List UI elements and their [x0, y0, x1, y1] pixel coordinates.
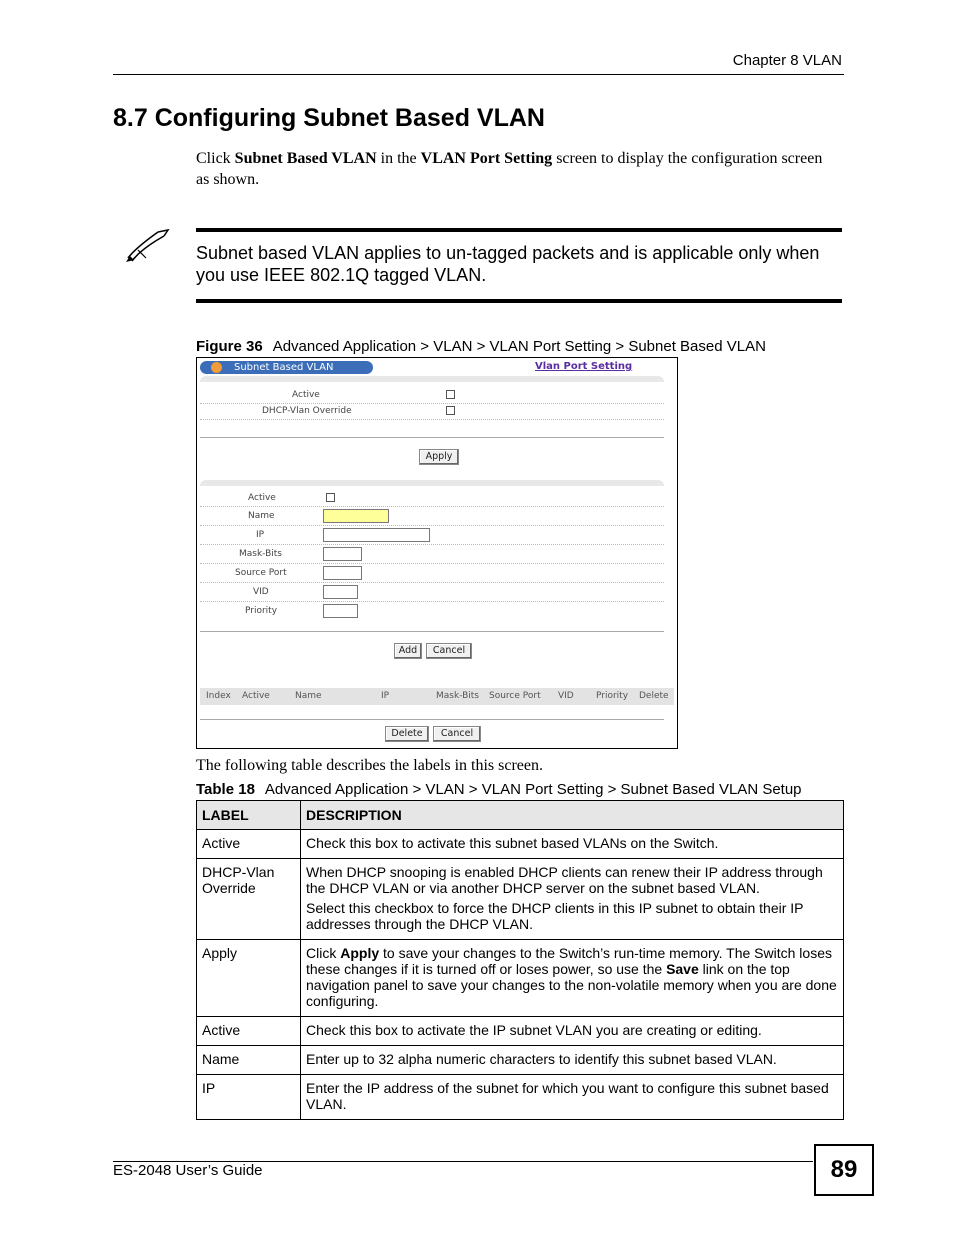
- mask-bits-label: Mask-Bits: [239, 549, 283, 559]
- label-description-table: [196, 800, 844, 1120]
- screen-tab: [200, 361, 373, 374]
- vlan-list-header: [200, 688, 674, 705]
- desc-text: to save your changes to the Switch’s run-time memory. The Switch loses these changes if it is turned off or loses power, so use the: [306, 945, 832, 977]
- table-row: [197, 940, 844, 1017]
- ip-label: IP: [256, 530, 265, 540]
- vlan-port-setting-link[interactable]: Vlan Port Setting: [535, 361, 633, 372]
- row-source-port: [200, 564, 664, 583]
- row-description: Check this box to activate the IP subnet VLAN you are creating or editing.: [301, 1017, 844, 1046]
- subnet-form-panel: [200, 480, 664, 626]
- table-caption: [196, 781, 802, 798]
- table-caption-text: Advanced Application > VLAN > VLAN Port Setting > Subnet Based VLAN Setup: [264, 781, 802, 798]
- row-description: Check this box to activate this subnet based VLANs on the Switch.: [301, 830, 844, 859]
- table-row: [197, 859, 844, 940]
- intro-bold-subnet: Subnet Based VLAN: [234, 150, 377, 167]
- col-name: Name: [295, 691, 322, 701]
- mask-bits-input[interactable]: [323, 547, 362, 561]
- subnet-vlan-screen: [196, 357, 678, 749]
- col-active: Active: [242, 691, 270, 701]
- row-mask-bits: [200, 545, 664, 564]
- row-label: Name: [197, 1046, 301, 1075]
- description-paragraph: Select this checkbox to force the DHCP clients in this IP subnet to obtain their IP addresses through the DHCP VLAN.: [306, 900, 804, 932]
- row-label: IP: [197, 1075, 301, 1120]
- panel-header: [200, 376, 664, 382]
- col-priority: Priority: [596, 691, 629, 701]
- table-row: [197, 1017, 844, 1046]
- name-label: Name: [248, 511, 275, 521]
- table-row: [197, 1046, 844, 1075]
- col-mask-bits: Mask-Bits: [436, 691, 480, 701]
- header-label: LABEL: [197, 801, 301, 830]
- row-name: [200, 507, 664, 526]
- desc-bold-apply: Apply: [340, 945, 380, 961]
- row-description: Enter up to 32 alpha numeric characters to identify this subnet based VLAN.: [301, 1046, 844, 1075]
- row-label: Active: [197, 830, 301, 859]
- priority-label: Priority: [245, 606, 278, 616]
- pencil-note-icon: [124, 228, 174, 264]
- row-vid: [200, 583, 664, 602]
- row-dhcp-override: [200, 404, 664, 420]
- note-bottom-bar: [196, 299, 842, 303]
- panel-header: [200, 480, 664, 486]
- desc-text: Click: [306, 945, 341, 961]
- tab-title: Subnet Based VLAN: [234, 362, 334, 373]
- divider: [200, 719, 664, 720]
- active-label: Active: [292, 390, 320, 400]
- apply-button[interactable]: Apply: [419, 449, 459, 465]
- table-header-row: [197, 801, 844, 830]
- row-priority: [200, 602, 664, 620]
- delete-button[interactable]: Delete: [385, 726, 429, 742]
- intro-text: in the: [376, 150, 421, 167]
- figure-caption: [196, 338, 766, 355]
- row-label: DHCP-Vlan Override: [197, 859, 301, 940]
- col-delete: Delete: [639, 691, 669, 701]
- table-row: [197, 1075, 844, 1120]
- form-active-label: Active: [248, 493, 276, 503]
- table-label: Table 18: [196, 781, 255, 798]
- divider: [200, 437, 664, 438]
- tab-bullet-icon: [211, 362, 222, 373]
- form-active-checkbox[interactable]: [326, 493, 335, 502]
- row-label: Apply: [197, 940, 301, 1017]
- intro-text: Click: [196, 150, 235, 167]
- row-active: [200, 388, 664, 404]
- ip-input[interactable]: [323, 528, 430, 542]
- desc-bold-save: Save: [666, 961, 699, 977]
- source-port-input[interactable]: [323, 566, 362, 580]
- desc-text: link on the top navigation panel to save your changes to the non-volatile memory when you are done configuring.: [306, 961, 837, 1009]
- intro-text: screen to display the configuration screen as shown.: [196, 150, 823, 188]
- section-title: 8.7 Configuring Subnet Based VLAN: [113, 104, 545, 132]
- header-rule: [113, 74, 844, 75]
- cancel-list-button[interactable]: Cancel: [433, 726, 481, 742]
- footer-guide-name: ES-2048 User’s Guide: [113, 1162, 263, 1179]
- col-index: Index: [206, 691, 231, 701]
- dhcp-override-label: DHCP-Vlan Override: [262, 406, 352, 416]
- header-description: DESCRIPTION: [301, 801, 844, 830]
- col-vid: VID: [558, 691, 574, 701]
- intro-paragraph: [196, 148, 836, 190]
- page-number: 89: [814, 1144, 874, 1196]
- name-input[interactable]: [323, 509, 389, 523]
- table-intro: The following table describes the labels in this screen.: [196, 757, 544, 774]
- intro-bold-vlan-port: VLAN Port Setting: [420, 150, 553, 167]
- add-button[interactable]: Add: [394, 643, 422, 659]
- active-checkbox[interactable]: [446, 390, 455, 399]
- row-ip: [200, 526, 664, 545]
- col-source-port: Source Port: [489, 691, 541, 701]
- row-label: Active: [197, 1017, 301, 1046]
- col-ip: IP: [381, 691, 390, 701]
- table-row: [197, 830, 844, 859]
- top-settings-panel: [200, 376, 664, 426]
- priority-input[interactable]: [323, 604, 358, 618]
- description-paragraph: When DHCP snooping is enabled DHCP clients can renew their IP address through the DHCP VLAN or via another DHCP server on the subnet based VLAN.: [306, 864, 823, 896]
- dhcp-override-checkbox[interactable]: [446, 406, 455, 415]
- chapter-header: Chapter 8 VLAN: [732, 52, 842, 69]
- row-description: [301, 859, 844, 940]
- divider: [200, 631, 664, 632]
- note-text: Subnet based VLAN applies to un-tagged packets and is applicable only when you use IEEE 802.1Q tagged VLAN.: [196, 243, 820, 285]
- vid-input[interactable]: [323, 585, 358, 599]
- row-description: Enter the IP address of the subnet for which you want to configure this subnet based VLAN.: [301, 1075, 844, 1120]
- note-top-bar: [196, 228, 842, 232]
- figure-caption-text: Advanced Application > VLAN > VLAN Port Setting > Subnet Based VLAN: [272, 338, 766, 355]
- figure-label: Figure 36: [196, 338, 263, 355]
- vid-label: VID: [253, 587, 269, 597]
- row-form-active: [200, 490, 664, 507]
- cancel-button[interactable]: Cancel: [426, 643, 472, 659]
- row-description: [301, 940, 844, 1017]
- source-port-label: Source Port: [235, 568, 287, 578]
